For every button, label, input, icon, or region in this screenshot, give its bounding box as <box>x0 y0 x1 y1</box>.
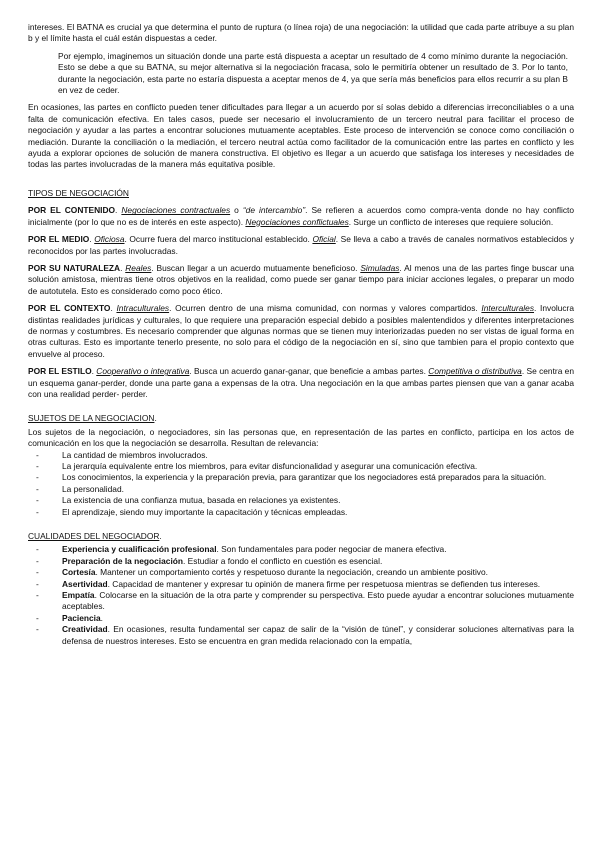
list-item: - La jerarquía equivalente entre los miembros, para evitar disfuncionalidad y asegurar una comunicación efectiva. <box>28 461 574 472</box>
tipo-contexto-label: POR EL CONTEXTO <box>28 303 111 314</box>
tipo-contexto: POR EL CONTEXTO. Intraculturales. Ocurren dentro de una misma comunidad, con normas y valores compartidos. Interculturales. Involucra distintas realidades jurídicas y culturales, lo que requiere una preparación especial debido a posibles malentendidos y diferentes interpretaciones de normas y costumbres. Es necesario comprender que algunas normas que se tienen muy interiorizadas pueden no ser vistas de igual forma en otras culturas. Esto es importante tenerlo presente, no solo para el código de la negociación en sí, sino que tambien para el propio contexto que envuelve al proceso. <box>28 303 575 359</box>
sujetos-heading: SUJETOS DE LA NEGOCIACION. <box>28 413 157 424</box>
tipo-estilo: POR EL ESTILO. Cooperativo o integrativa. Busca un acuerdo ganar-ganar, que beneficie a ambas partes. Competitiva o distributiva. Se centra en un esquema ganar-perder, donde una parte gana a expensas de la otra. Una negociación en la que ambas partes piensen que van a ganar acaba con una realidad perder- perder. <box>28 366 574 399</box>
tipo-estilo-label: POR EL ESTILO <box>28 366 92 377</box>
sujetos-paragraph: Los sujetos de la negociación, o negociadores, sin las personas que, en representación de las partes en conflicto, participa en los actos de comunicación en los que la negociación se desarrolla. Resultan de relevancia: <box>28 426 574 449</box>
tipo-naturaleza: POR SU NATURALEZA. Reales. Buscan llegar a un acuerdo mutuamente beneficioso. Simuladas. Al menos una de las partes finge buscar una solución amistosa, mientras tiene otros objetivos en la realidad, como puede ser ganar tiempo para iniciar acciones legales, o preparar un modo de autotutela. Esto es considerado como poco ético. <box>28 262 574 296</box>
list-item: - Empatía. Colocarse en la situación de la otra parte y comprender su perspectiva. Esto puede ayudar a encontrar soluciones mutuamente aceptables. <box>28 590 574 613</box>
cualidades-list <box>28 544 574 647</box>
conciliation-paragraph: En ocasiones, las partes en conflicto pueden tener dificultades para llegar a un acuerdo por sí solas debido a diferencias irreconciliables o a una falta de comunicación efectiva. En tales casos, puede ser necesario el involucramiento de un tercero neutral para facilitar el proceso de negociación y ayudar a las partes a encontrar soluciones mutuamente aceptables. Este proceso de intervención se conoce como conciliación o mediación. Durante la conciliación o la mediación, el tercero neutral actúa como facilitador de la comunicación entre las partes en conflicto y les ayuda a explorar opciones de solución de manera constructiva. El objetivo es llegar a un acuerdo que satisfaga los intereses y necesidades de todas las partes involucradas de la manera más equitativa posible. <box>28 102 574 170</box>
list-item: - El aprendizaje, siendo muy importante la capacitación y técnicas empleadas. <box>28 507 574 518</box>
tipo-contenido: POR EL CONTENIDO. Negociaciones contractuales o “de intercambio”. Se refieren a acuerdos como compra-venta donde no hay conflicto inicialmente (por lo que no es de interés en este aspecto). Negociaciones conflictuales. Surge un conflicto de intereses que requiere solución. <box>28 205 575 227</box>
tipo-medio: POR EL MEDIO. Oficiosa. Ocurre fuera del marco institucional establecido. Oficial. Se lleva a cabo a través de canales normativos establecidos y reconocidos por las partes involucradas. <box>28 234 575 256</box>
list-item: - Experiencia y cualificación profesional. Son fundamentales para poder negociar de manera efectiva. <box>28 544 574 555</box>
tipo-medio-label: POR EL MEDIO <box>28 234 90 245</box>
list-item: - Asertividad. Capacidad de mantener y expresar tu opinión de manera firme per respetuosa mientras se defienden tus intereses. <box>28 579 574 590</box>
list-item: - Cortesía. Mantener un comportamiento cortés y respetuoso durante la negociación, creando un ambiente positivo. <box>28 567 574 578</box>
list-item: - La cantidad de miembros involucrados. <box>28 450 574 461</box>
list-item: - La existencia de una confianza mutua, basada en relaciones ya existentes. <box>28 495 574 506</box>
cualidades-heading: CUALIDADES DEL NEGOCIADOR. <box>28 531 162 542</box>
list-item: - Paciencia. <box>28 613 574 624</box>
sujetos-list <box>28 450 574 518</box>
intro-paragraph: intereses. El BATNA es crucial ya que determina el punto de ruptura (o línea roja) de una negociación: la utilidad que cada parte atribuye a su plan b y el límite hasta el cuál están dispuestas a ceder. <box>28 22 574 44</box>
list-item: - Los conocimientos, la experiencia y la preparación previa, para garantizar que los negociadores está preparados para la situación. <box>28 472 574 483</box>
list-item: - Preparación de la negociación. Estudiar a fondo el conflicto en cuestión es esencial. <box>28 556 574 567</box>
document-page <box>28 22 574 647</box>
tipos-heading: TIPOS DE NEGOCIACIÓN <box>28 187 129 198</box>
tipo-contenido-label: POR EL CONTENIDO <box>28 205 116 216</box>
list-item: - Creatividad. En ocasiones, resulta fundamental ser capaz de salir de la “visión de túnel”, y considerar soluciones alternativas para la defensa de nuestros intereses. Esto se encuentra en gran medida relacionado con la empatía, <box>28 624 574 647</box>
example-paragraph: Por ejemplo, imaginemos un situación donde una parte está dispuesta a aceptar un resultado de 4 como mínimo durante la negociación. Esto se debe a que su BATNA, su mejor alternativa si la negociación fracasa, solo le permitiría obtener un resultado de 3. Por lo tanto, durante la negociación, esta parte no estaría dispuesta a aceptar menos de 4, ya que sería más beneficios para ellos recurrir a su plan B en vez de ceder. <box>58 50 568 96</box>
tipo-naturaleza-label: POR SU NATURALEZA <box>28 262 121 273</box>
list-item: - La personalidad. <box>28 484 574 495</box>
